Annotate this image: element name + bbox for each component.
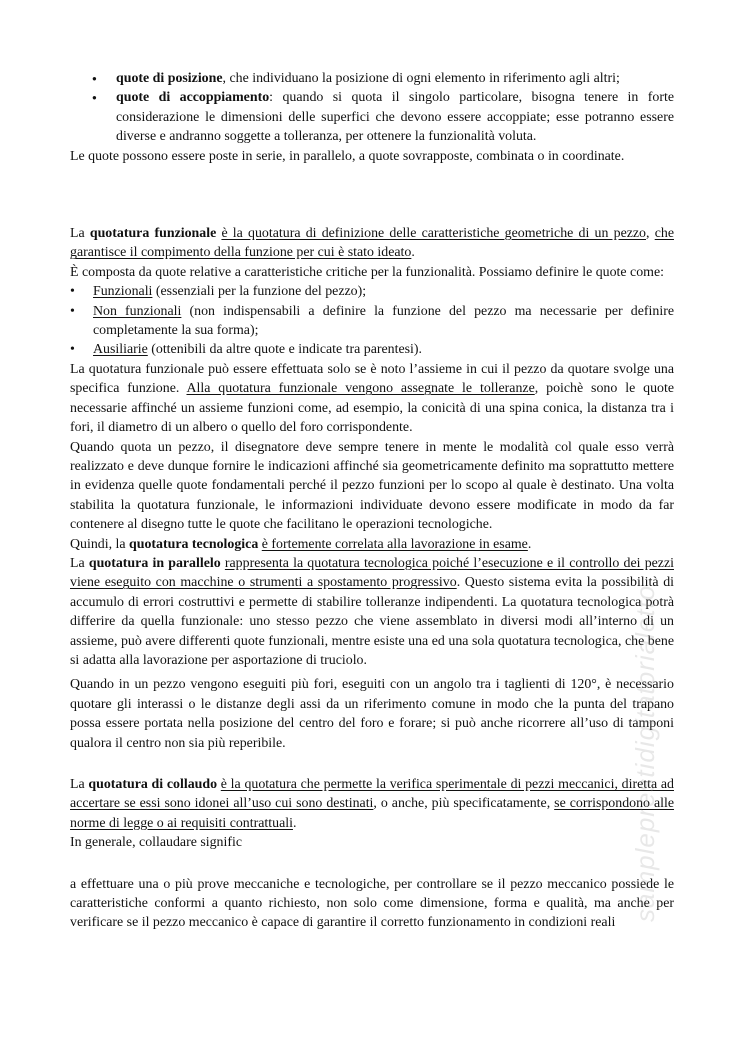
paragraph-in-generale: In generale, collaudare signific xyxy=(70,835,243,851)
list-item: ● quote di posizione, che individuano la posizione di ogni elemento in riferimento agli altri; xyxy=(70,69,674,88)
paragraph-quotatura-funzionale: La quotatura funzionale è la quotatura di definizione delle caratteristiche geometriche di un pezzo, che garantisce il compimento della funzione per cui è stato ideato. xyxy=(70,226,674,261)
spacer xyxy=(70,753,674,775)
list-item: ● quote di accoppiamento: quando si quota il singolo particolare, bisogna tenere in forte considerazione le dimensioni delle superfici che devono essere accoppiate; esse potranno essere diverse e andranno soggette a tolleranza, per ottenere la funzionalità voluta. xyxy=(70,88,674,146)
paragraph-funzionale-assieme: La quotatura funzionale può essere effettuata solo se è noto l’assieme in cui il pezzo da quotare svolge una specifica funzione. Alla quotatura funzionale vengono assegnate le tolleranze, poichè sono le quote necessarie affinché un assieme funzioni come, ad esempio, la conicità di una spina conica, la distanza tra i fori, il diametro di un albero o quello del foro corrispondente. xyxy=(70,361,674,436)
spacer xyxy=(70,853,674,875)
paragraph-series: Le quote possono essere poste in serie, in parallelo, a quote sovrapposte, combinata o in coordinate. xyxy=(70,148,625,164)
list-item: • Ausiliarie (ottenibili da altre quote e indicate tra parentesi). xyxy=(70,340,674,359)
spacer xyxy=(70,166,674,224)
paragraph-fori: Quando in un pezzo vengono eseguiti più fori, eseguiti con un angolo tra i taglienti di 120°, è necessario quotare gli interassi o le distanze degli assi da un riferimento comune in modo che la punta del trapano possa essere portata nella posizione del centro del foro e forare; si può anche ricorrere all’uso di tamponi qualora il centro non sia più reperibile. xyxy=(70,677,674,751)
list-item: • Non funzionali (non indispensabili a definire la funzione del pezzo ma necessarie per definire completamente la sua forma); xyxy=(70,302,674,341)
document-page xyxy=(70,69,674,933)
paragraph-composta: È composta da quote relative a caratteristiche critiche per la funzionalità. Possiamo definire le quote come: xyxy=(70,264,664,280)
paragraph-disegnatore: Quando quota un pezzo, il disegnatore deve sempre tenere in mente le modalità col quale esso verrà realizzato e deve dunque fornire le indicazioni affinché sia geometricamente definito ma soprattutto mettere in evidenza quelle quote fondamentali perché il pezzo funzioni per lo scopo al quale è destinato. Una volta stabilita la quotatura funzionale, le informazioni individuate devono essere modificate in modo da far contenere al disegno tutte le quote che facilitano le operazioni tecnologiche. xyxy=(70,439,674,533)
paragraph-quotatura-tecnologica: Quindi, la quotatura tecnologica è fortemente correlata alla lavorazione in esame. xyxy=(70,536,532,552)
bullet-list-quote xyxy=(70,69,674,147)
watermark-text: sampleprestidigitatorialetto xyxy=(630,584,660,922)
list-item: • Funzionali (essenziali per la funzione del pezzo); xyxy=(70,282,674,301)
bullet-list-types xyxy=(70,282,674,360)
paragraph-quotatura-parallelo: La quotatura in parallelo rappresenta la quotatura tecnologica poiché l’esecuzione e il controllo dei pezzi viene eseguito con macchine o strumenti a spostamento progressivo. Questo sistema evita la possibilità di accumulo di errori costruttivi e permette di stabilire tolleranze indipendenti. La quotatura tecnologica potrà differire da quella funzionale: uno stesso pezzo che viene assemblato in diversi modi all’interno di un assieme, può avere differenti quote funzionali, mentre esiste una ed una sola quotatura tecnologica, che bene si adatta alla lavorazione per asportazione di truciolo. xyxy=(70,555,675,668)
paragraph-effettuare: a effettuare una o più prove meccaniche e tecnologiche, per controllare se il pezzo meccanico possiede le caratteristiche conformi a quanto richiesto, non solo come dimensione, forma e qualità, ma anche per verificare se il pezzo meccanico è capace di garantire il corretto funzionamento in condizioni reali xyxy=(70,876,674,931)
paragraph-quotatura-collaudo: La quotatura di collaudo è la quotatura che permette la verifica sperimentale di pezzi meccanici, diretta ad accertare se essi sono idonei all’uso cui sono destinati, o anche, più specificatamente, se corrispondono alle norme di legge o ai requisiti contrattuali. xyxy=(70,777,675,831)
